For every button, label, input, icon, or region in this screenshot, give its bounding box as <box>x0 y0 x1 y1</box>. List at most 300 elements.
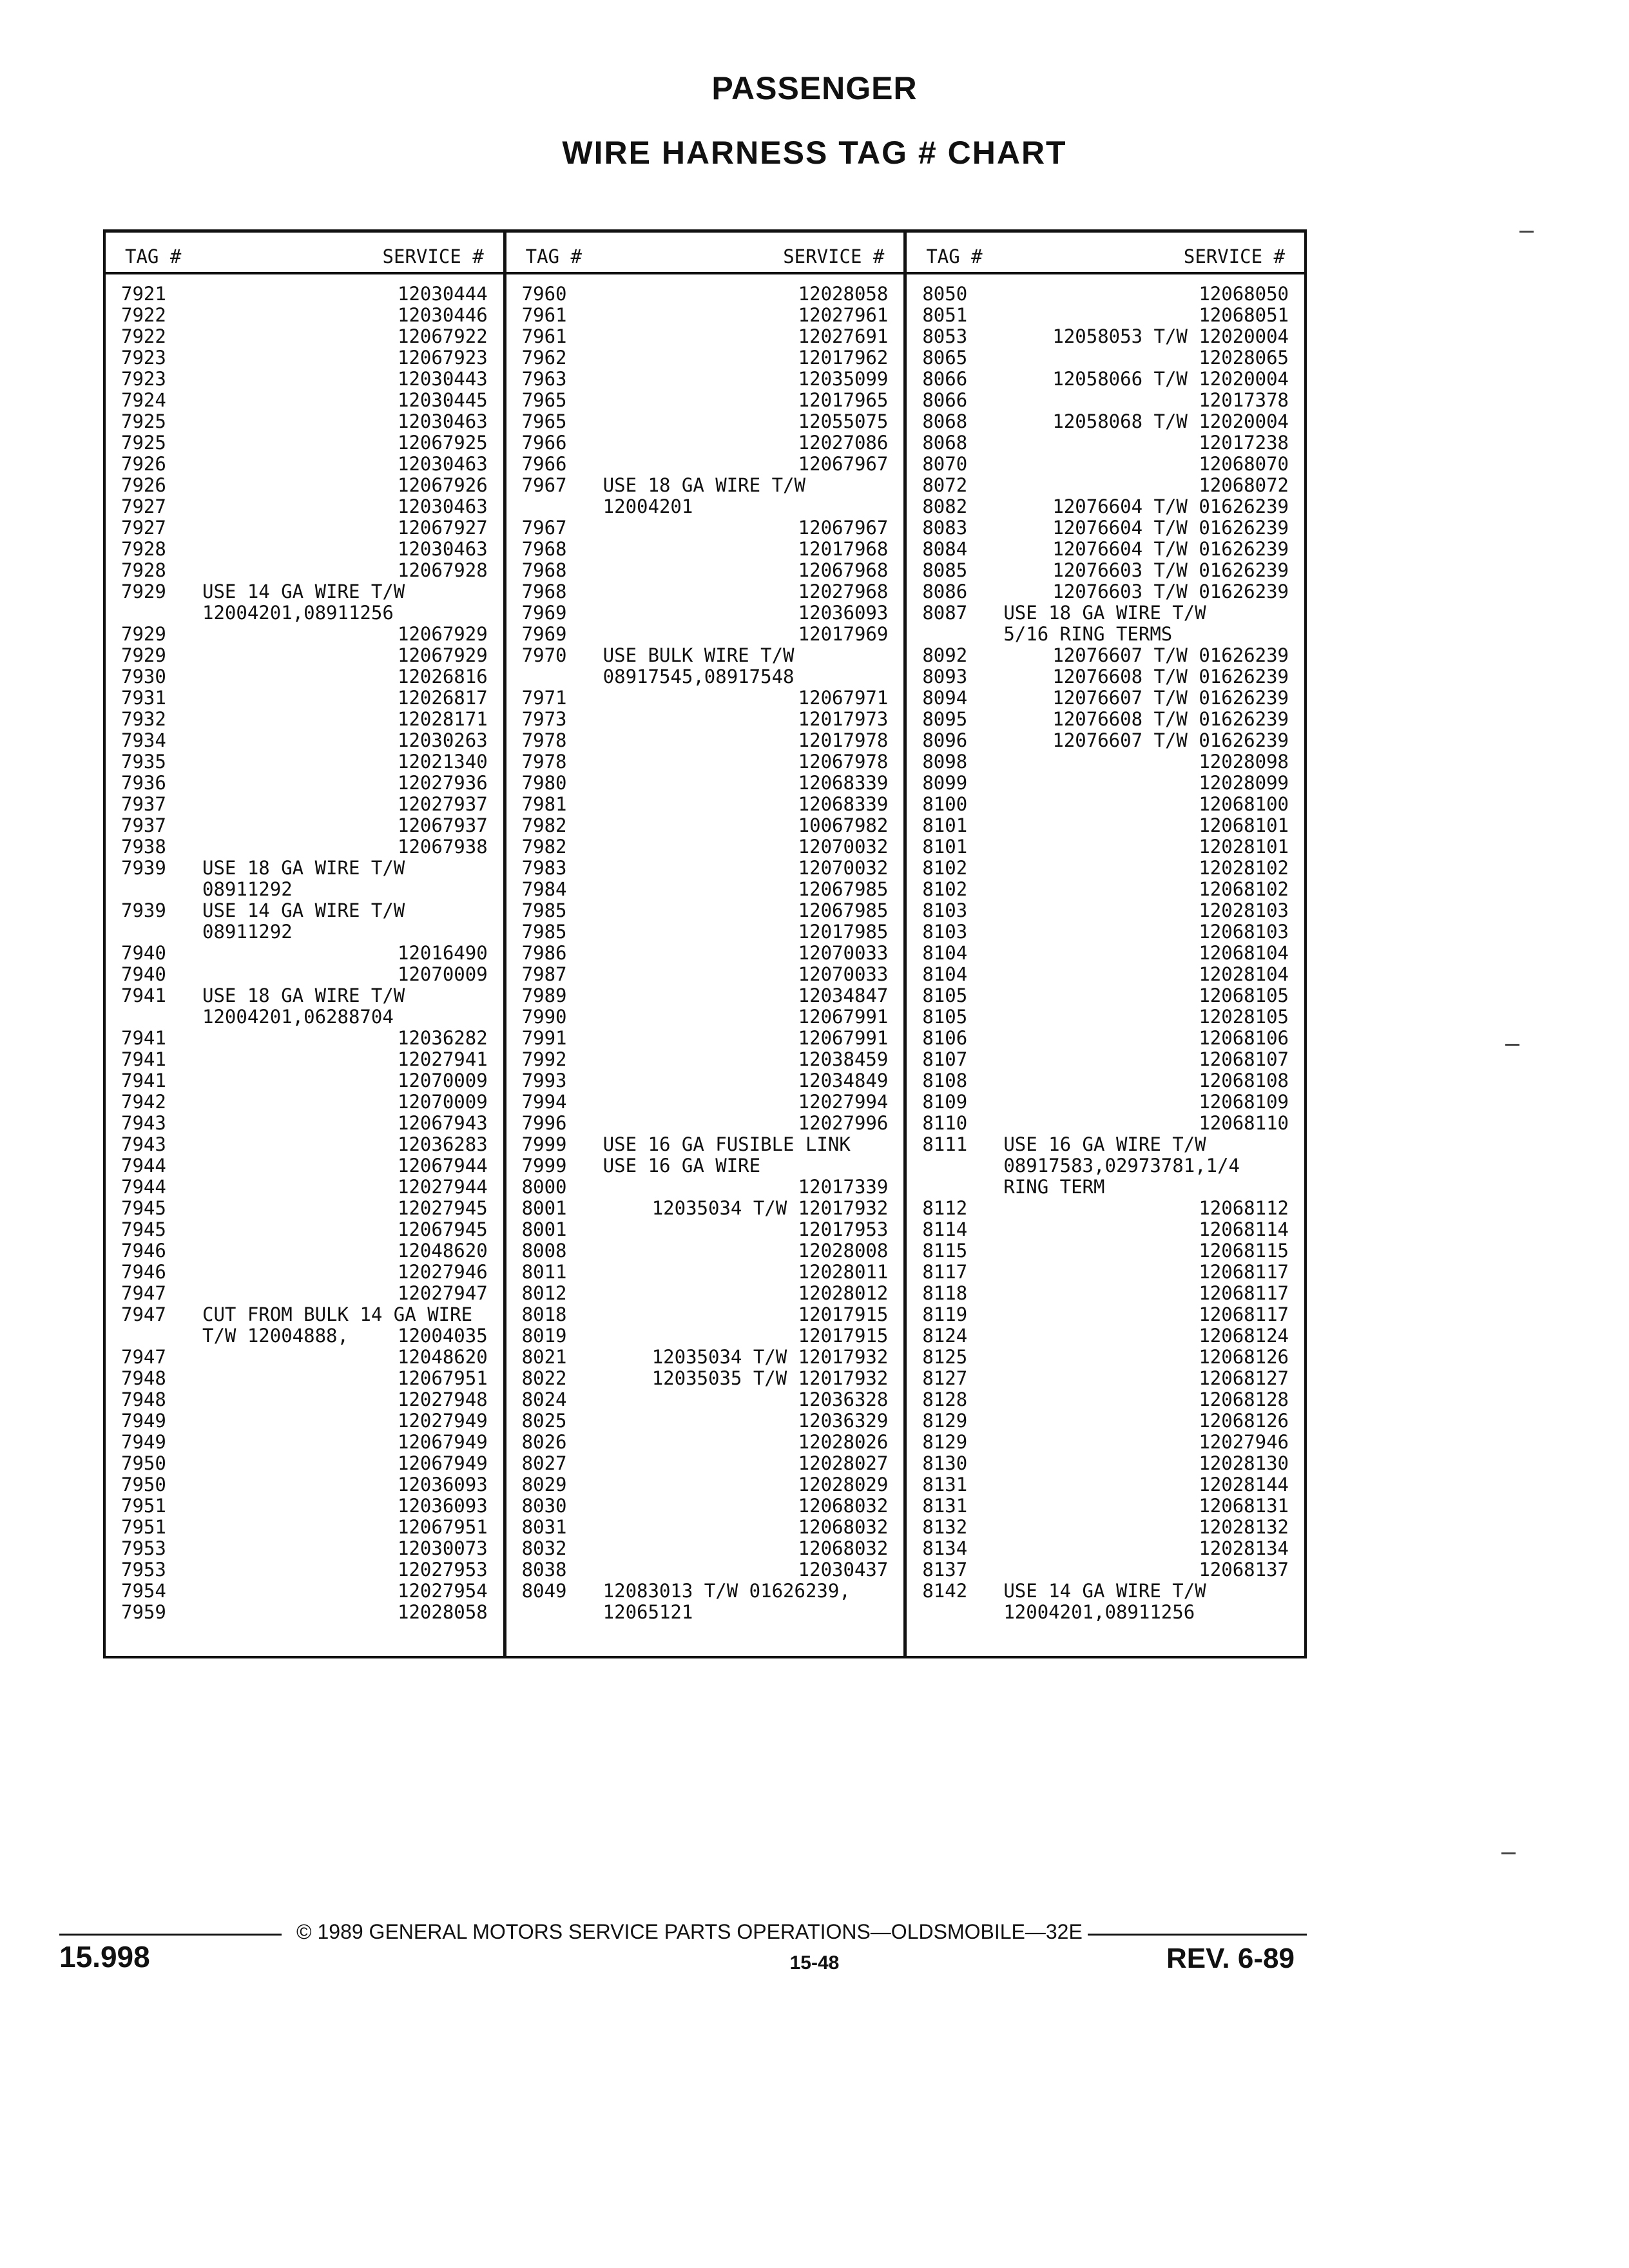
service-cell: 12068051 <box>1199 304 1289 326</box>
note-cell: USE 14 GA WIRE T/W <box>202 581 405 602</box>
tag-cell: 8051 <box>922 304 968 326</box>
tag-cell: 7922 <box>121 325 166 347</box>
table-row <box>121 645 488 666</box>
table-row <box>121 1559 488 1581</box>
tag-cell: 7992 <box>521 1048 567 1070</box>
tag-cell: 7949 <box>121 1410 166 1432</box>
table-row <box>922 1389 1289 1410</box>
table-row <box>922 539 1289 560</box>
table-row <box>121 687 488 709</box>
tag-cell: 8125 <box>922 1346 968 1368</box>
tag-cell: 7961 <box>521 325 567 347</box>
tag-cell: 7966 <box>521 453 567 475</box>
service-cell: 12048620 <box>397 1240 488 1262</box>
tag-cell: 7929 <box>121 623 166 645</box>
tag-cell: 8025 <box>521 1410 567 1432</box>
tag-cell: 8109 <box>922 1091 968 1113</box>
table-row <box>121 496 488 517</box>
tag-cell: 7990 <box>521 1006 567 1028</box>
tag-cell: 7931 <box>121 687 166 709</box>
service-cell: 12068124 <box>1199 1325 1289 1347</box>
table-row <box>522 1006 889 1028</box>
page-title: PASSENGER <box>711 70 918 106</box>
service-cell: 12076607 T/W 01626239 <box>1052 729 1289 751</box>
tag-cell: 7940 <box>121 963 166 985</box>
table-row <box>922 581 1289 602</box>
tag-cell: 8029 <box>521 1474 567 1495</box>
service-cell: 12030463 <box>397 495 488 517</box>
table-row <box>121 1283 488 1304</box>
service-cell: 12068112 <box>1199 1197 1289 1219</box>
table-row <box>121 879 488 900</box>
tag-cell: 7973 <box>521 708 567 730</box>
tag-cell: 8030 <box>521 1495 567 1517</box>
table-row <box>922 1453 1289 1474</box>
tag-cell: 7953 <box>121 1537 166 1559</box>
tag-cell: 7959 <box>121 1601 166 1623</box>
table-row <box>121 432 488 454</box>
table-row <box>121 773 488 794</box>
tag-cell: 7962 <box>521 347 567 369</box>
table-row <box>121 305 488 326</box>
table-row <box>121 581 488 602</box>
tag-cell: 8100 <box>922 793 968 815</box>
tag-cell: 7965 <box>521 389 567 411</box>
tag-cell: 7961 <box>521 304 567 326</box>
table-row <box>522 1517 889 1538</box>
note-cell: 12065121 <box>602 1601 693 1623</box>
table-row <box>522 1198 889 1219</box>
table-row <box>121 475 488 496</box>
table-row <box>922 900 1289 921</box>
table-row <box>121 1517 488 1538</box>
tag-cell: 8021 <box>521 1346 567 1368</box>
service-cell: 12036283 <box>397 1133 488 1155</box>
tag-cell: 7954 <box>121 1580 166 1602</box>
tag-cell: 7978 <box>521 729 567 751</box>
service-cell: 12036329 <box>798 1410 889 1432</box>
table-row <box>922 1325 1289 1347</box>
table-row <box>121 602 488 624</box>
column-rows <box>522 284 889 1623</box>
table-row <box>522 985 889 1006</box>
service-header: SERVICE # <box>382 245 484 267</box>
service-cell: 12027947 <box>397 1282 488 1304</box>
service-header: SERVICE # <box>783 245 885 267</box>
service-cell: 12027936 <box>397 772 488 794</box>
tag-cell: 7926 <box>121 474 166 496</box>
tag-cell: 8082 <box>922 495 968 517</box>
table-row <box>922 1283 1289 1304</box>
service-cell: 12068032 <box>798 1537 889 1559</box>
tag-cell: 7985 <box>521 899 567 921</box>
tag-cell: 7963 <box>521 368 567 390</box>
tag-cell: 8107 <box>922 1048 968 1070</box>
table-row <box>922 517 1289 539</box>
table-row <box>121 1495 488 1517</box>
service-cell: 12028008 <box>798 1240 889 1262</box>
service-cell: 12068137 <box>1199 1559 1289 1581</box>
table-row <box>121 751 488 773</box>
table-row <box>522 454 889 475</box>
scan-mark <box>1501 1852 1516 1854</box>
tag-cell: 8095 <box>922 708 968 730</box>
tag-cell: 7966 <box>521 432 567 454</box>
service-cell: 12068107 <box>1199 1048 1289 1070</box>
service-cell: 12076604 T/W 01626239 <box>1052 517 1289 539</box>
service-cell: 12067937 <box>397 814 488 836</box>
tag-cell: 8111 <box>922 1133 968 1155</box>
service-cell: 12027941 <box>397 1048 488 1070</box>
service-cell: 12027691 <box>798 325 889 347</box>
tag-cell: 8131 <box>922 1495 968 1517</box>
service-cell: 12036093 <box>397 1495 488 1517</box>
tag-cell: 7965 <box>521 410 567 432</box>
tag-cell: 8142 <box>922 1580 968 1602</box>
service-cell: 12028105 <box>1199 1006 1289 1028</box>
table-row <box>922 1602 1289 1623</box>
tag-cell: 7960 <box>521 283 567 305</box>
footer-rule-left <box>59 1934 282 1936</box>
table-row <box>922 1559 1289 1581</box>
service-cell: 12068109 <box>1199 1091 1289 1113</box>
note-cell: USE 18 GA WIRE T/W <box>202 985 405 1006</box>
table-row <box>121 1198 488 1219</box>
service-cell: 12027996 <box>798 1112 889 1134</box>
table-row <box>522 284 889 305</box>
note-cell: USE 14 GA WIRE T/W <box>1003 1580 1206 1602</box>
tag-cell: 8086 <box>922 581 968 602</box>
table-row <box>121 411 488 432</box>
tag-header: TAG # <box>125 245 182 267</box>
table-row <box>522 645 889 666</box>
table-row <box>922 1410 1289 1432</box>
tag-cell: 8001 <box>521 1197 567 1219</box>
tag-cell: 7930 <box>121 666 166 687</box>
tag-cell: 8011 <box>521 1261 567 1283</box>
table-row <box>922 411 1289 432</box>
service-cell: 12068128 <box>1199 1389 1289 1410</box>
note-cell: T/W 12004888, <box>202 1325 349 1347</box>
tag-cell: 7987 <box>521 963 567 985</box>
table-row <box>922 1517 1289 1538</box>
tag-cell: 7928 <box>121 559 166 581</box>
tag-header: TAG # <box>525 245 582 267</box>
service-cell: 12016490 <box>397 942 488 964</box>
service-cell: 12027948 <box>397 1389 488 1410</box>
service-cell: 12068100 <box>1199 793 1289 815</box>
note-cell: USE 16 GA WIRE <box>602 1155 761 1177</box>
tag-cell: 7940 <box>121 942 166 964</box>
service-cell: 12035035 T/W 12017932 <box>651 1367 889 1389</box>
table-row <box>522 326 889 347</box>
table-row <box>522 1602 889 1623</box>
service-cell: 12067938 <box>397 836 488 858</box>
service-cell: 12068117 <box>1199 1261 1289 1283</box>
tag-cell: 7923 <box>121 347 166 369</box>
note-cell: USE 16 GA WIRE T/W <box>1003 1133 1206 1155</box>
service-cell: 12035034 T/W 12017932 <box>651 1346 889 1368</box>
service-cell: 12068126 <box>1199 1346 1289 1368</box>
tag-cell: 7924 <box>121 389 166 411</box>
tag-cell: 7971 <box>521 687 567 709</box>
service-cell: 12028011 <box>798 1261 889 1283</box>
service-cell: 12067967 <box>798 453 889 475</box>
tag-cell: 7944 <box>121 1155 166 1177</box>
table-row <box>922 1113 1289 1134</box>
service-cell: 12068072 <box>1199 474 1289 496</box>
service-cell: 12030263 <box>397 729 488 751</box>
tag-cell: 8104 <box>922 963 968 985</box>
table-row <box>922 326 1289 347</box>
tag-cell: 8129 <box>922 1431 968 1453</box>
table-row <box>522 581 889 602</box>
tag-cell: 7926 <box>121 453 166 475</box>
tag-cell: 8038 <box>521 1559 567 1581</box>
service-cell: 12068114 <box>1199 1218 1289 1240</box>
note-cell: 08917583,02973781,1/4 <box>1003 1155 1240 1177</box>
table-row <box>922 1219 1289 1240</box>
tag-cell: 7970 <box>521 644 567 666</box>
table-row <box>121 921 488 943</box>
table-row <box>121 390 488 411</box>
service-cell: 12017962 <box>798 347 889 369</box>
tag-cell: 7947 <box>121 1282 166 1304</box>
tag-cell: 8083 <box>922 517 968 539</box>
table-row <box>121 624 488 645</box>
table-row <box>922 602 1289 624</box>
footer-page-number: 15-48 <box>789 1952 840 1974</box>
service-cell: 12067944 <box>397 1155 488 1177</box>
service-cell: 12058053 T/W 12020004 <box>1052 325 1289 347</box>
tag-cell: 8072 <box>922 474 968 496</box>
table-row <box>522 709 889 730</box>
table-row <box>121 1113 488 1134</box>
tag-cell: 8103 <box>922 921 968 943</box>
table-row <box>522 858 889 879</box>
table-row <box>922 496 1289 517</box>
table-row <box>522 1070 889 1091</box>
table-row <box>522 1432 889 1453</box>
service-cell: 12070033 <box>798 942 889 964</box>
tag-cell: 8127 <box>922 1367 968 1389</box>
service-cell: 12068117 <box>1199 1282 1289 1304</box>
service-cell: 12067951 <box>397 1367 488 1389</box>
tag-cell: 7999 <box>521 1155 567 1177</box>
service-cell: 12068131 <box>1199 1495 1289 1517</box>
service-cell: 12028171 <box>397 708 488 730</box>
service-cell: 12076603 T/W 01626239 <box>1052 581 1289 602</box>
service-cell: 12028029 <box>798 1474 889 1495</box>
service-cell: 12076604 T/W 01626239 <box>1052 538 1289 560</box>
service-cell: 12038459 <box>798 1048 889 1070</box>
table-row <box>522 666 889 687</box>
tag-cell: 8026 <box>521 1431 567 1453</box>
table-row <box>121 1134 488 1155</box>
service-cell: 12030073 <box>397 1537 488 1559</box>
table-row <box>922 1155 1289 1177</box>
table-row <box>121 1474 488 1495</box>
table-row <box>522 432 889 454</box>
table-row <box>121 1049 488 1070</box>
tag-cell: 8032 <box>521 1537 567 1559</box>
service-cell: 12068050 <box>1199 283 1289 305</box>
tag-cell: 8050 <box>922 283 968 305</box>
tag-cell: 7936 <box>121 772 166 794</box>
tag-cell: 7968 <box>521 538 567 560</box>
service-cell: 12030463 <box>397 453 488 475</box>
tag-cell: 8001 <box>521 1218 567 1240</box>
service-cell: 12028012 <box>798 1282 889 1304</box>
tag-cell: 8093 <box>922 666 968 687</box>
service-cell: 12028132 <box>1199 1516 1289 1538</box>
service-cell: 12017915 <box>798 1325 889 1347</box>
table-row <box>522 964 889 985</box>
table-row <box>922 1134 1289 1155</box>
table-row <box>522 1028 889 1049</box>
service-cell: 12070009 <box>397 1091 488 1113</box>
note-cell: USE 18 GA WIRE T/W <box>1003 602 1206 624</box>
table-row <box>522 921 889 943</box>
table-row <box>121 1006 488 1028</box>
table-row <box>922 1177 1289 1198</box>
footer-revision: REV. 6-89 <box>1166 1943 1295 1974</box>
table-row <box>922 794 1289 815</box>
service-cell: 12068108 <box>1199 1070 1289 1091</box>
tag-cell: 7937 <box>121 793 166 815</box>
table-row <box>922 921 1289 943</box>
tag-cell: 8115 <box>922 1240 968 1262</box>
service-cell: 12028144 <box>1199 1474 1289 1495</box>
tag-cell: 7943 <box>121 1112 166 1134</box>
tag-cell: 8049 <box>521 1580 567 1602</box>
tag-cell: 8018 <box>521 1303 567 1325</box>
service-cell: 12028130 <box>1199 1452 1289 1474</box>
tag-cell: 8101 <box>922 814 968 836</box>
service-cell: 12026817 <box>397 687 488 709</box>
note-cell: 5/16 RING TERMS <box>1003 623 1173 645</box>
column-header <box>106 241 503 274</box>
footer-copyright: © 1989 GENERAL MOTORS SERVICE PARTS OPERATIONS—OLDSMOBILE—32E <box>296 1920 1083 1943</box>
service-cell: 12048620 <box>397 1346 488 1368</box>
table-row <box>121 858 488 879</box>
table-row <box>922 432 1289 454</box>
note-cell: 12004201,08911256 <box>202 602 394 624</box>
table-row <box>522 1155 889 1177</box>
table-row <box>121 1325 488 1347</box>
table-row <box>522 1091 889 1113</box>
service-cell: 10067982 <box>798 814 889 836</box>
note-cell: 08911292 <box>202 921 293 943</box>
table-row <box>121 1432 488 1453</box>
table-row <box>922 1049 1289 1070</box>
service-cell: 12034847 <box>798 985 889 1006</box>
note-cell: 12004201,06288704 <box>202 1006 394 1028</box>
table-row <box>121 539 488 560</box>
tag-cell: 8108 <box>922 1070 968 1091</box>
tag-cell: 7989 <box>521 985 567 1006</box>
service-cell: 12068106 <box>1199 1027 1289 1049</box>
service-cell: 12067943 <box>397 1112 488 1134</box>
service-cell: 12068032 <box>798 1495 889 1517</box>
tag-cell: 7928 <box>121 538 166 560</box>
table-row <box>522 369 889 390</box>
table-row <box>922 964 1289 985</box>
service-cell: 12030444 <box>397 283 488 305</box>
table-row <box>522 1240 889 1262</box>
tag-cell: 8092 <box>922 644 968 666</box>
service-cell: 12017965 <box>798 389 889 411</box>
table-row <box>121 730 488 751</box>
service-cell: 12070032 <box>798 836 889 858</box>
service-cell: 12004035 <box>397 1325 488 1347</box>
service-cell: 12028103 <box>1199 899 1289 921</box>
table-row <box>922 1368 1289 1389</box>
service-cell: 12067945 <box>397 1218 488 1240</box>
table-row <box>522 1177 889 1198</box>
service-cell: 12068105 <box>1199 985 1289 1006</box>
tag-cell: 7982 <box>521 836 567 858</box>
tag-cell: 8087 <box>922 602 968 624</box>
service-cell: 12076608 T/W 01626239 <box>1052 708 1289 730</box>
service-cell: 12027953 <box>397 1559 488 1581</box>
service-cell: 12070009 <box>397 963 488 985</box>
scan-mark <box>1519 231 1534 233</box>
table-row <box>522 1283 889 1304</box>
table-row <box>522 879 889 900</box>
column-header <box>506 241 904 274</box>
service-cell: 12068339 <box>798 772 889 794</box>
table-row <box>121 1262 488 1283</box>
service-cell: 12068032 <box>798 1516 889 1538</box>
table-row <box>922 347 1289 369</box>
tag-cell: 8022 <box>521 1367 567 1389</box>
service-cell: 12067925 <box>397 432 488 454</box>
tag-cell: 7967 <box>521 517 567 539</box>
tag-cell: 7985 <box>521 921 567 943</box>
service-cell: 12067922 <box>397 325 488 347</box>
table-row <box>922 305 1289 326</box>
table-row <box>522 1495 889 1517</box>
table-row <box>522 836 889 858</box>
service-cell: 12076603 T/W 01626239 <box>1052 559 1289 581</box>
table-row <box>922 815 1289 836</box>
note-cell: USE 14 GA WIRE T/W <box>202 899 405 921</box>
tag-cell: 8031 <box>521 1516 567 1538</box>
tag-cell: 8098 <box>922 751 968 773</box>
table-row <box>121 1602 488 1623</box>
service-cell: 12076607 T/W 01626239 <box>1052 687 1289 709</box>
tag-cell: 8000 <box>521 1176 567 1198</box>
service-cell: 12017969 <box>798 623 889 645</box>
table-row <box>121 1347 488 1368</box>
table-row <box>922 1304 1289 1325</box>
note-cell: USE 18 GA WIRE T/W <box>202 857 405 879</box>
service-cell: 12028099 <box>1199 772 1289 794</box>
table-row <box>922 836 1289 858</box>
tag-cell: 8102 <box>922 857 968 879</box>
wire-harness-table <box>103 232 1307 1658</box>
service-cell: 12027946 <box>1199 1431 1289 1453</box>
table-row <box>121 284 488 305</box>
tag-cell: 7941 <box>121 1027 166 1049</box>
tag-cell: 7969 <box>521 623 567 645</box>
table-row <box>121 964 488 985</box>
tag-cell: 7981 <box>521 793 567 815</box>
table-row <box>922 1198 1289 1219</box>
tag-cell: 7945 <box>121 1218 166 1240</box>
tag-cell: 7984 <box>521 878 567 900</box>
